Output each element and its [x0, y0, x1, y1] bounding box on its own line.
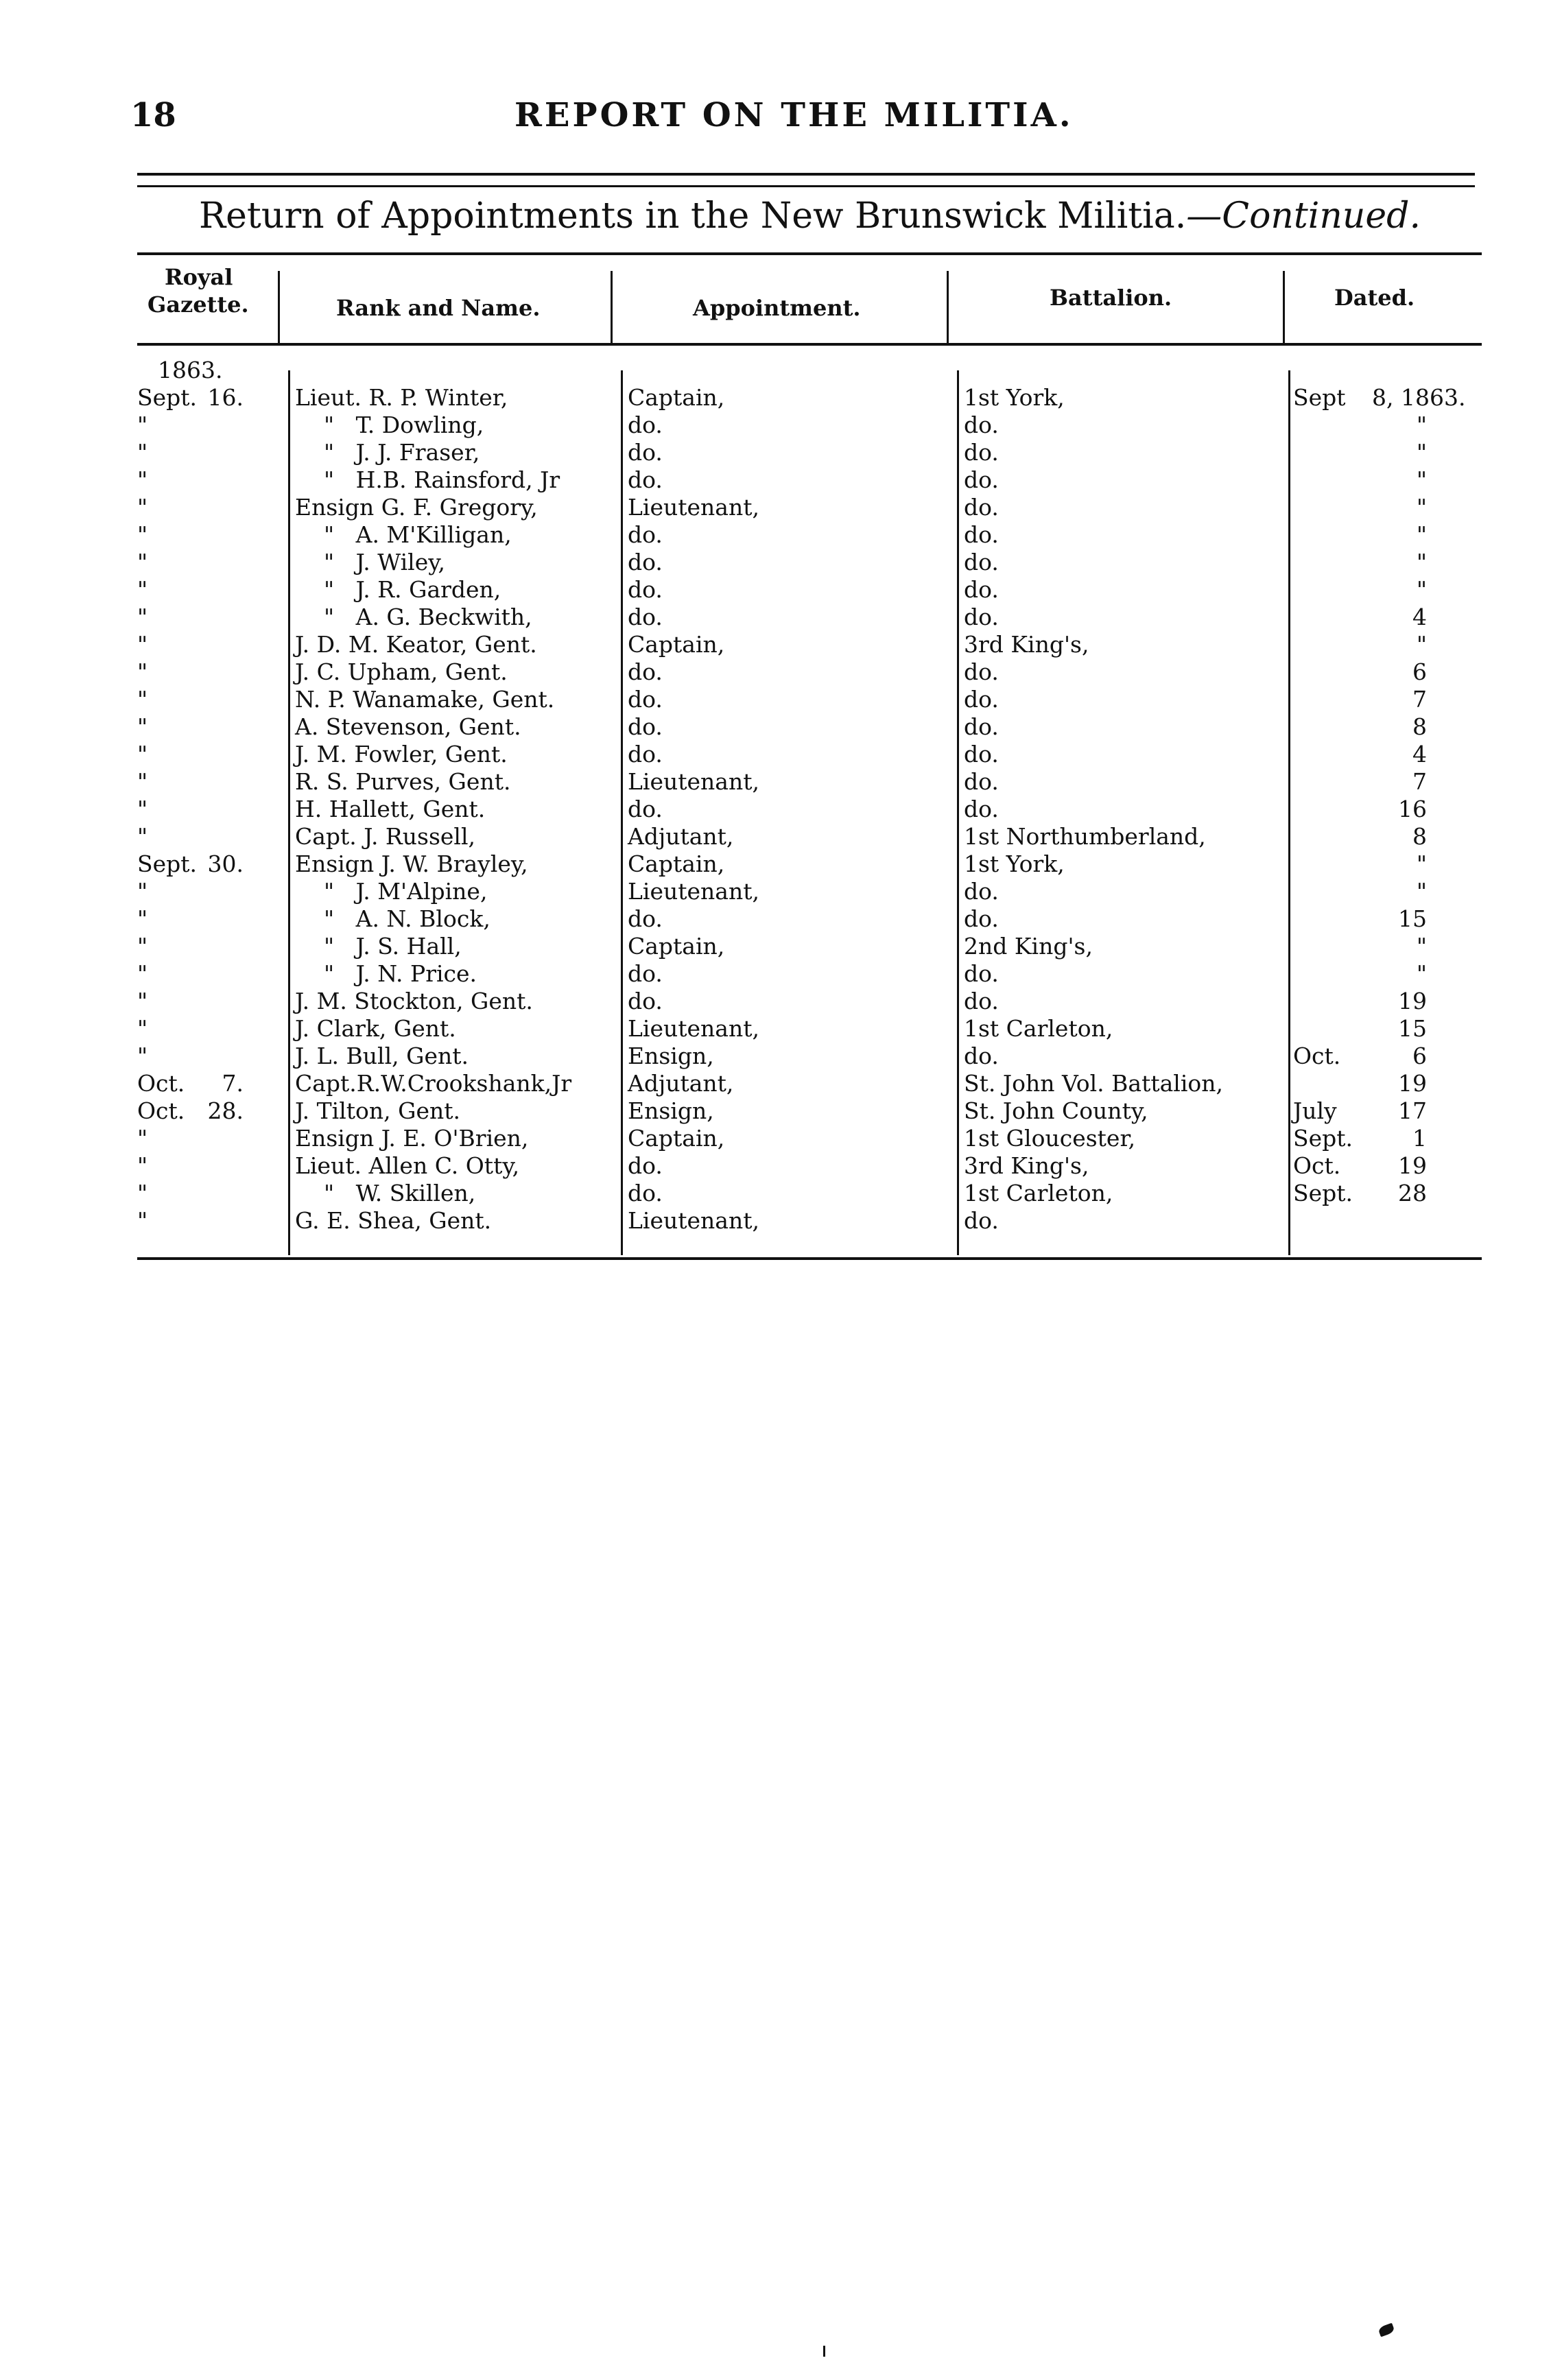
table-row	[137, 1070, 1482, 1097]
rank-and-name: J. L. Bull, Gent.	[295, 1043, 469, 1069]
rank-and-name: " W. Skillen,	[295, 1180, 476, 1206]
appointments-table	[137, 357, 1482, 1235]
gazette-month: Oct.	[137, 1097, 185, 1124]
table-row	[137, 384, 1482, 412]
dated-day: 7	[1412, 768, 1427, 795]
gazette-month: "	[137, 823, 148, 850]
appointment: do.	[628, 960, 663, 987]
appointment: do.	[628, 658, 663, 685]
appointment: do.	[628, 905, 663, 932]
table-row	[137, 466, 1482, 494]
appointment: Captain,	[628, 850, 725, 877]
dated-day: "	[1416, 576, 1427, 603]
rank-and-name: J. Clark, Gent.	[295, 1015, 456, 1042]
table-row	[137, 988, 1482, 1015]
rank-and-name: " J. M'Alpine,	[295, 878, 488, 905]
gazette-month: "	[137, 494, 148, 521]
table-row	[137, 741, 1482, 768]
dated-day: 19	[1398, 1070, 1427, 1097]
table-row	[137, 1125, 1482, 1152]
col-head-gazette: Gazette.	[147, 291, 249, 318]
table-title	[199, 195, 1421, 237]
gazette-month: "	[137, 1043, 148, 1069]
dated-day: 28	[1398, 1180, 1427, 1206]
dated-day: "	[1416, 412, 1427, 438]
appointment: Captain,	[628, 933, 725, 960]
table-column-headers	[137, 264, 1482, 340]
rank-and-name: " J. J. Fraser,	[295, 439, 480, 466]
battalion: do.	[964, 466, 999, 493]
dated-day: "	[1416, 933, 1427, 960]
table-row	[137, 823, 1482, 850]
table-row	[137, 576, 1482, 604]
table-title-text: Return of Appointments in the New Brunswick Militia.	[199, 195, 1187, 237]
battalion: do.	[964, 988, 999, 1014]
battalion: do.	[964, 549, 999, 575]
dated-day: 8	[1412, 713, 1427, 740]
dated-day: "	[1416, 521, 1427, 548]
battalion: 1st Gloucester,	[964, 1125, 1136, 1152]
dated-day: "	[1416, 439, 1427, 466]
rank-and-name: " T. Dowling,	[295, 412, 484, 438]
appointment: Adjutant,	[628, 1070, 734, 1097]
table-row	[137, 549, 1482, 576]
appointment: do.	[628, 549, 663, 575]
rank-and-name: Ensign G. F. Gregory,	[295, 494, 538, 521]
scan-speck	[1377, 2323, 1395, 2337]
battalion: do.	[964, 576, 999, 603]
appointment: do.	[628, 741, 663, 767]
header-rule	[137, 173, 1475, 187]
gazette-month: "	[137, 576, 148, 603]
rank-and-name: G. E. Shea, Gent.	[295, 1207, 492, 1234]
gazette-month: "	[137, 988, 148, 1014]
gazette-month: "	[137, 1152, 148, 1179]
dated-day: 4	[1412, 604, 1427, 630]
appointment: do.	[628, 796, 663, 822]
year-line	[137, 357, 1482, 384]
appointment: do.	[628, 521, 663, 548]
appointment: do.	[628, 466, 663, 493]
table-year: 1863.	[158, 357, 223, 383]
battalion: 3rd King's,	[964, 1152, 1089, 1179]
rank-and-name: N. P. Wanamake, Gent.	[295, 686, 555, 713]
dated-day: "	[1416, 631, 1427, 658]
rank-and-name: Capt. J. Russell,	[295, 823, 476, 850]
rank-and-name: J. M. Stockton, Gent.	[295, 988, 533, 1014]
appointment: Lieutenant,	[628, 494, 759, 521]
page-header	[130, 96, 1475, 158]
battalion: 1st Carleton,	[964, 1180, 1113, 1206]
dated-day: 19	[1398, 988, 1427, 1014]
table-row	[137, 1043, 1482, 1070]
table-row	[137, 850, 1482, 878]
table-row	[137, 1152, 1482, 1180]
table-row	[137, 1180, 1482, 1207]
battalion: do.	[964, 412, 999, 438]
dated-month: Sept.	[1293, 1125, 1353, 1152]
battalion: do.	[964, 905, 999, 932]
appointment: do.	[628, 686, 663, 713]
appointment: Adjutant,	[628, 823, 734, 850]
dated-month: July	[1293, 1097, 1337, 1124]
gazette-month: "	[137, 549, 148, 575]
gazette-month: "	[137, 741, 148, 767]
battalion: do.	[964, 1207, 999, 1234]
appointment: do.	[628, 604, 663, 630]
battalion: do.	[964, 768, 999, 795]
table-row	[137, 1097, 1482, 1125]
battalion: do.	[964, 604, 999, 630]
gazette-month: "	[137, 521, 148, 548]
battalion: do.	[964, 796, 999, 822]
gazette-month: "	[137, 960, 148, 987]
table-row	[137, 439, 1482, 466]
rank-and-name: Lieut. R. P. Winter,	[295, 384, 508, 411]
dated-day: 8, 1863.	[1372, 384, 1466, 411]
gazette-month: "	[137, 905, 148, 932]
table-row	[137, 960, 1482, 988]
appointment: Lieutenant,	[628, 878, 759, 905]
dated-day: "	[1416, 878, 1427, 905]
table-bottom-rule	[137, 1257, 1482, 1260]
dated-day: 16	[1398, 796, 1427, 822]
dated-day: 19	[1398, 1152, 1427, 1179]
table-top-rule	[137, 252, 1482, 255]
gazette-month: "	[137, 466, 148, 493]
rank-and-name: " A. N. Block,	[295, 905, 490, 932]
dated-month: Oct.	[1293, 1043, 1341, 1069]
battalion: 1st York,	[964, 384, 1065, 411]
dated-day: "	[1416, 494, 1427, 521]
battalion: 1st York,	[964, 850, 1065, 877]
gazette-month: "	[137, 439, 148, 466]
dated-day: "	[1416, 960, 1427, 987]
battalion: do.	[964, 658, 999, 685]
appointment: Lieutenant,	[628, 1015, 759, 1042]
dated-day: 7	[1412, 686, 1427, 713]
battalion: do.	[964, 521, 999, 548]
gazette-month: "	[137, 604, 148, 630]
table-row	[137, 494, 1482, 521]
scan-speck	[823, 2346, 825, 2357]
table-title-continued: —Continued.	[1186, 195, 1421, 237]
battalion: 1st Carleton,	[964, 1015, 1113, 1042]
page-number: 18	[130, 96, 176, 134]
dated-day: 17	[1398, 1097, 1427, 1124]
appointment: do.	[628, 1152, 663, 1179]
gazette-month: "	[137, 631, 148, 658]
gazette-month: "	[137, 1180, 148, 1206]
dated-day: "	[1416, 549, 1427, 575]
appointment: Ensign,	[628, 1043, 714, 1069]
dated-day: 4	[1412, 741, 1427, 767]
table-row	[137, 631, 1482, 658]
appointment: Lieutenant,	[628, 768, 759, 795]
col-head-appointment: Appointment.	[693, 295, 861, 321]
rank-and-name: " J. R. Garden,	[295, 576, 501, 603]
table-row	[137, 905, 1482, 933]
battalion: do.	[964, 741, 999, 767]
dated-month: Oct.	[1293, 1152, 1341, 1179]
table-row	[137, 768, 1482, 796]
col-head-rank-name: Rank and Name.	[336, 295, 541, 321]
rank-and-name: Capt.R.W.Crookshank,Jr	[295, 1070, 572, 1097]
gazette-month: "	[137, 713, 148, 740]
gazette-day: 28.	[207, 1097, 244, 1124]
dated-month: Sept.	[1293, 1180, 1353, 1206]
gazette-day: 30.	[207, 850, 244, 877]
col-separator	[611, 271, 613, 343]
battalion: do.	[964, 713, 999, 740]
dated-day: 1	[1412, 1125, 1427, 1152]
appointment: do.	[628, 412, 663, 438]
dated-day: "	[1416, 466, 1427, 493]
gazette-month: Sept.	[137, 850, 198, 877]
appointment: Captain,	[628, 1125, 725, 1152]
gazette-month: "	[137, 412, 148, 438]
rank-and-name: Lieut. Allen C. Otty,	[295, 1152, 520, 1179]
rank-and-name: Ensign J. E. O'Brien,	[295, 1125, 529, 1152]
dated-day: 15	[1398, 905, 1427, 932]
gazette-day: 16.	[207, 384, 244, 411]
col-head-royal: Royal	[165, 264, 233, 290]
battalion: St. John Vol. Battalion,	[964, 1070, 1223, 1097]
battalion: 1st Northumberland,	[964, 823, 1206, 850]
appointment: do.	[628, 439, 663, 466]
battalion: do.	[964, 878, 999, 905]
dated-month: Sept	[1293, 384, 1346, 411]
gazette-month: Oct.	[137, 1070, 185, 1097]
battalion: 3rd King's,	[964, 631, 1089, 658]
table-row	[137, 686, 1482, 713]
col-separator	[1283, 271, 1285, 343]
gazette-month: "	[137, 1015, 148, 1042]
rank-and-name: " J. S. Hall,	[295, 933, 462, 960]
rank-and-name: H. Hallett, Gent.	[295, 796, 486, 822]
gazette-month: "	[137, 1207, 148, 1234]
table-row	[137, 658, 1482, 686]
dated-day: 6	[1412, 1043, 1427, 1069]
appointment: do.	[628, 576, 663, 603]
rank-and-name: Ensign J. W. Brayley,	[295, 850, 528, 877]
col-head-dated: Dated.	[1334, 285, 1415, 311]
gazette-month: "	[137, 933, 148, 960]
rank-and-name: J. D. M. Keator, Gent.	[295, 631, 537, 658]
battalion: St. John County,	[964, 1097, 1148, 1124]
battalion: do.	[964, 686, 999, 713]
rank-and-name: J. C. Upham, Gent.	[295, 658, 508, 685]
table-row	[137, 412, 1482, 439]
col-separator	[278, 271, 280, 343]
rank-and-name: " A. G. Beckwith,	[295, 604, 532, 630]
gazette-month: "	[137, 1125, 148, 1152]
table-row	[137, 933, 1482, 960]
table-head-rule	[137, 343, 1482, 346]
table-rows	[137, 384, 1482, 1235]
gazette-month: "	[137, 768, 148, 795]
gazette-month: "	[137, 796, 148, 822]
rank-and-name: J. Tilton, Gent.	[295, 1097, 461, 1124]
col-separator	[947, 271, 949, 343]
appointment: do.	[628, 988, 663, 1014]
battalion: do.	[964, 1043, 999, 1069]
running-title: REPORT ON THE MILITIA.	[514, 96, 1074, 134]
table-row	[137, 713, 1482, 741]
gazette-day: 7.	[222, 1070, 244, 1097]
rank-and-name: " H.B. Rainsford, Jr	[295, 466, 560, 493]
rank-and-name: " J. N. Price.	[295, 960, 477, 987]
appointment: Captain,	[628, 384, 725, 411]
battalion: 2nd King's,	[964, 933, 1093, 960]
appointment: do.	[628, 713, 663, 740]
table-row	[137, 796, 1482, 823]
gazette-month: "	[137, 658, 148, 685]
table-row	[137, 521, 1482, 549]
dated-day: 8	[1412, 823, 1427, 850]
gazette-month: "	[137, 878, 148, 905]
table-row	[137, 604, 1482, 631]
gazette-month: "	[137, 686, 148, 713]
rank-and-name: J. M. Fowler, Gent.	[295, 741, 508, 767]
rank-and-name: R. S. Purves, Gent.	[295, 768, 511, 795]
gazette-month: Sept.	[137, 384, 198, 411]
appointment: Lieutenant,	[628, 1207, 759, 1234]
appointment: Captain,	[628, 631, 725, 658]
rank-and-name: " A. M'Killigan,	[295, 521, 512, 548]
col-head-battalion: Battalion.	[1050, 285, 1172, 311]
rank-and-name: A. Stevenson, Gent.	[295, 713, 521, 740]
table-row	[137, 1015, 1482, 1043]
dated-day: 6	[1412, 658, 1427, 685]
dated-day: "	[1416, 850, 1427, 877]
dated-day: 15	[1398, 1015, 1427, 1042]
appointment: Ensign,	[628, 1097, 714, 1124]
battalion: do.	[964, 439, 999, 466]
battalion: do.	[964, 494, 999, 521]
table-row	[137, 878, 1482, 905]
rank-and-name: " J. Wiley,	[295, 549, 445, 575]
table-row	[137, 1207, 1482, 1235]
appointment: do.	[628, 1180, 663, 1206]
battalion: do.	[964, 960, 999, 987]
